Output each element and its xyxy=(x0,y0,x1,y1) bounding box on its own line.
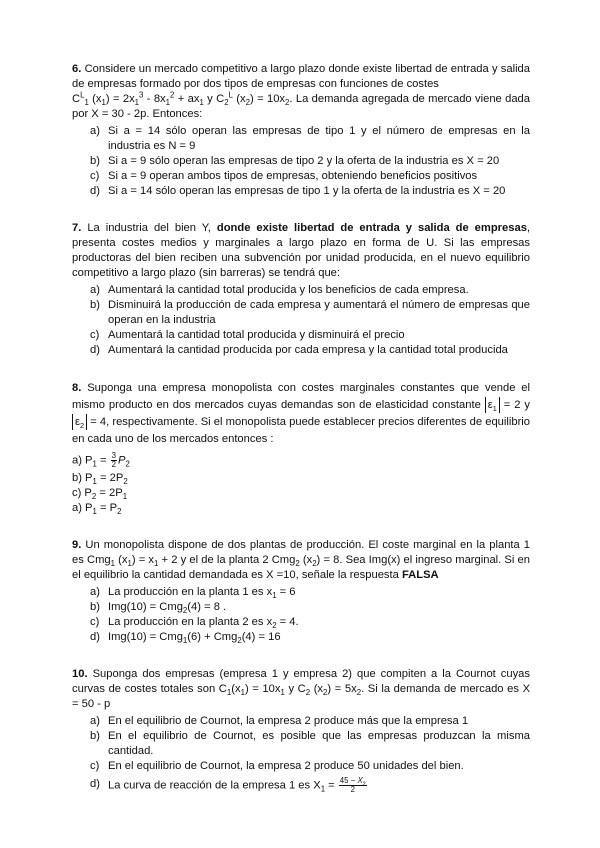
question-9-options xyxy=(72,585,530,645)
option-b[interactable]: b) Img(10) = Cmg$_2$(4) = 8 . xyxy=(90,601,227,616)
question-7 xyxy=(72,221,530,358)
option-b[interactable]: b) Si a = 9 sólo operan las empresas de tipo 2 y la oferta de la industria es X = 20 xyxy=(90,155,500,167)
option-a[interactable]: a) La producción en la planta 1 es $x_1 = 6$ xyxy=(90,586,296,601)
elasticity-1: $\varepsilon_1$ xyxy=(485,397,500,413)
question-10-options xyxy=(72,714,530,794)
question-6-cost-line: $C^L_1$ $(x_1) = 2x_1^3 - 8x_1^2 + ax_1$ y $C_2^L$ $(x_2) = 10x_2$. La demanda agregada de mercado viene dada por X = 30 - 2p. Entonces: xyxy=(72,90,531,120)
reaction-fraction: $\frac{45 - X_2}{2}$ xyxy=(339,776,366,794)
fraction-3-2: $\frac{3}{2}$ xyxy=(111,451,116,469)
option-c[interactable]: c) $P_2 = 2P_1$ xyxy=(72,487,128,502)
question-6-stem: 6. Considere un mercado competitivo a largo plazo donde existe libertad de entrada y salida de empresas formado por dos tipos de empresas con funciones de costes xyxy=(72,63,530,90)
question-8-stem: 8. Suponga una empresa monopolista con costes marginales constantes que vende el mismo producto en dos mercados cuyas demandas son de elasticidad constante $\varepsilon_1 = 2$ y $\varepsilon_2 = 4$, respectivamente. Si el monopolista puede establecer precios diferentes de equilibrio en cada uno de los mercados entonces : xyxy=(72,382,531,445)
option-c[interactable]: c) En el equilibrio de Cournot, la empresa 2 produce 50 unidades del bien. xyxy=(90,760,464,772)
question-8 xyxy=(72,380,530,516)
question-9-stem: 9. Un monopolista dispone de dos plantas de producción. El coste marginal en la planta 1 es Cmg$_1$ $(x_1) = x_1 + 2$ y el de la planta 2 Cmg$_2$ $(x_2) = 8$. Sea Img(x) el ingreso marginal. Si en el equilibrio la cantidad demandada es X =10, señale la respuesta FALSA xyxy=(72,539,530,581)
option-c[interactable]: c) Aumentará la cantidad total producida y disminuirá el precio xyxy=(90,329,405,341)
question-10-stem: 10. Suponga dos empresas (empresa 1 y empresa 2) que compiten a la Cournot cuyas curvas de costes totales son $C_1(x_1) = 10x_1$ y $C_2$ $(x_2) = 5x_2$. Si la demanda de mercado es X = 50 - p xyxy=(72,668,531,710)
question-6-options xyxy=(72,124,530,199)
question-7-stem: 7. La industria del bien Y, donde existe libertad de entrada y salida de empresas, presenta costes medios y marginales a largo plazo en forma de U. Si las empresas productoras del bien reciben una subvención por unidad producida, en el nuevo equilibrio competitivo a largo plazo (sin barreras) se tendrá que: xyxy=(72,222,531,279)
question-7-options xyxy=(72,283,530,358)
option-a[interactable]: a) $P_1$ = $\frac{3}{2}$ $P_2$ xyxy=(72,451,130,469)
option-d[interactable]: d) Aumentará la cantidad producida por cada empresa y la cantidad total producida xyxy=(90,344,508,356)
option-c[interactable]: c) La producción en la planta 2 es $x_2 = 4$. xyxy=(90,616,299,631)
option-b[interactable]: b) $P_1 = 2P_2$ xyxy=(72,472,128,487)
question-9 xyxy=(72,538,530,645)
option-c[interactable]: c) Si a = 9 operan ambos tipos de empresas, obteniendo beneficios positivos xyxy=(90,170,478,182)
option-d[interactable]: d) La curva de reacción de la empresa 1 es $X_1$ = $\frac{45 - X_2}{2}$ xyxy=(90,776,366,794)
option-d[interactable]: a) $P_1 = P_2$ xyxy=(72,502,122,517)
option-a[interactable]: a) En el equilibrio de Cournot, la empresa 2 produce más que la empresa 1 xyxy=(90,715,469,727)
question-number: 6. xyxy=(72,63,82,75)
question-6 xyxy=(72,62,530,199)
option-d[interactable]: d) Si a = 14 sólo operan las empresas de tipo 1 y la oferta de la industria es X = 20 xyxy=(90,185,506,197)
option-a[interactable]: a) Aumentará la cantidad total producida y los beneficios de cada empresa. xyxy=(90,284,469,296)
option-a[interactable]: a) Si a = 14 sólo operan las empresas de tipo 1 y el número de empresas en la industria es N = 9 xyxy=(90,125,530,152)
exam-page xyxy=(72,62,530,794)
elasticity-2: $\varepsilon_2$ xyxy=(72,414,87,430)
question-10 xyxy=(72,667,530,794)
option-d[interactable]: d) Img(10) = Cmg$_1$(6) + Cmg$_2$(4) = 16 xyxy=(90,631,281,646)
option-b[interactable]: b) En el equilibrio de Cournot, es posible que las empresas produzcan la misma cantidad. xyxy=(90,730,530,757)
option-b[interactable]: b) Disminuirá la producción de cada empresa y aumentará el número de empresas que operan en la industria xyxy=(90,299,530,326)
